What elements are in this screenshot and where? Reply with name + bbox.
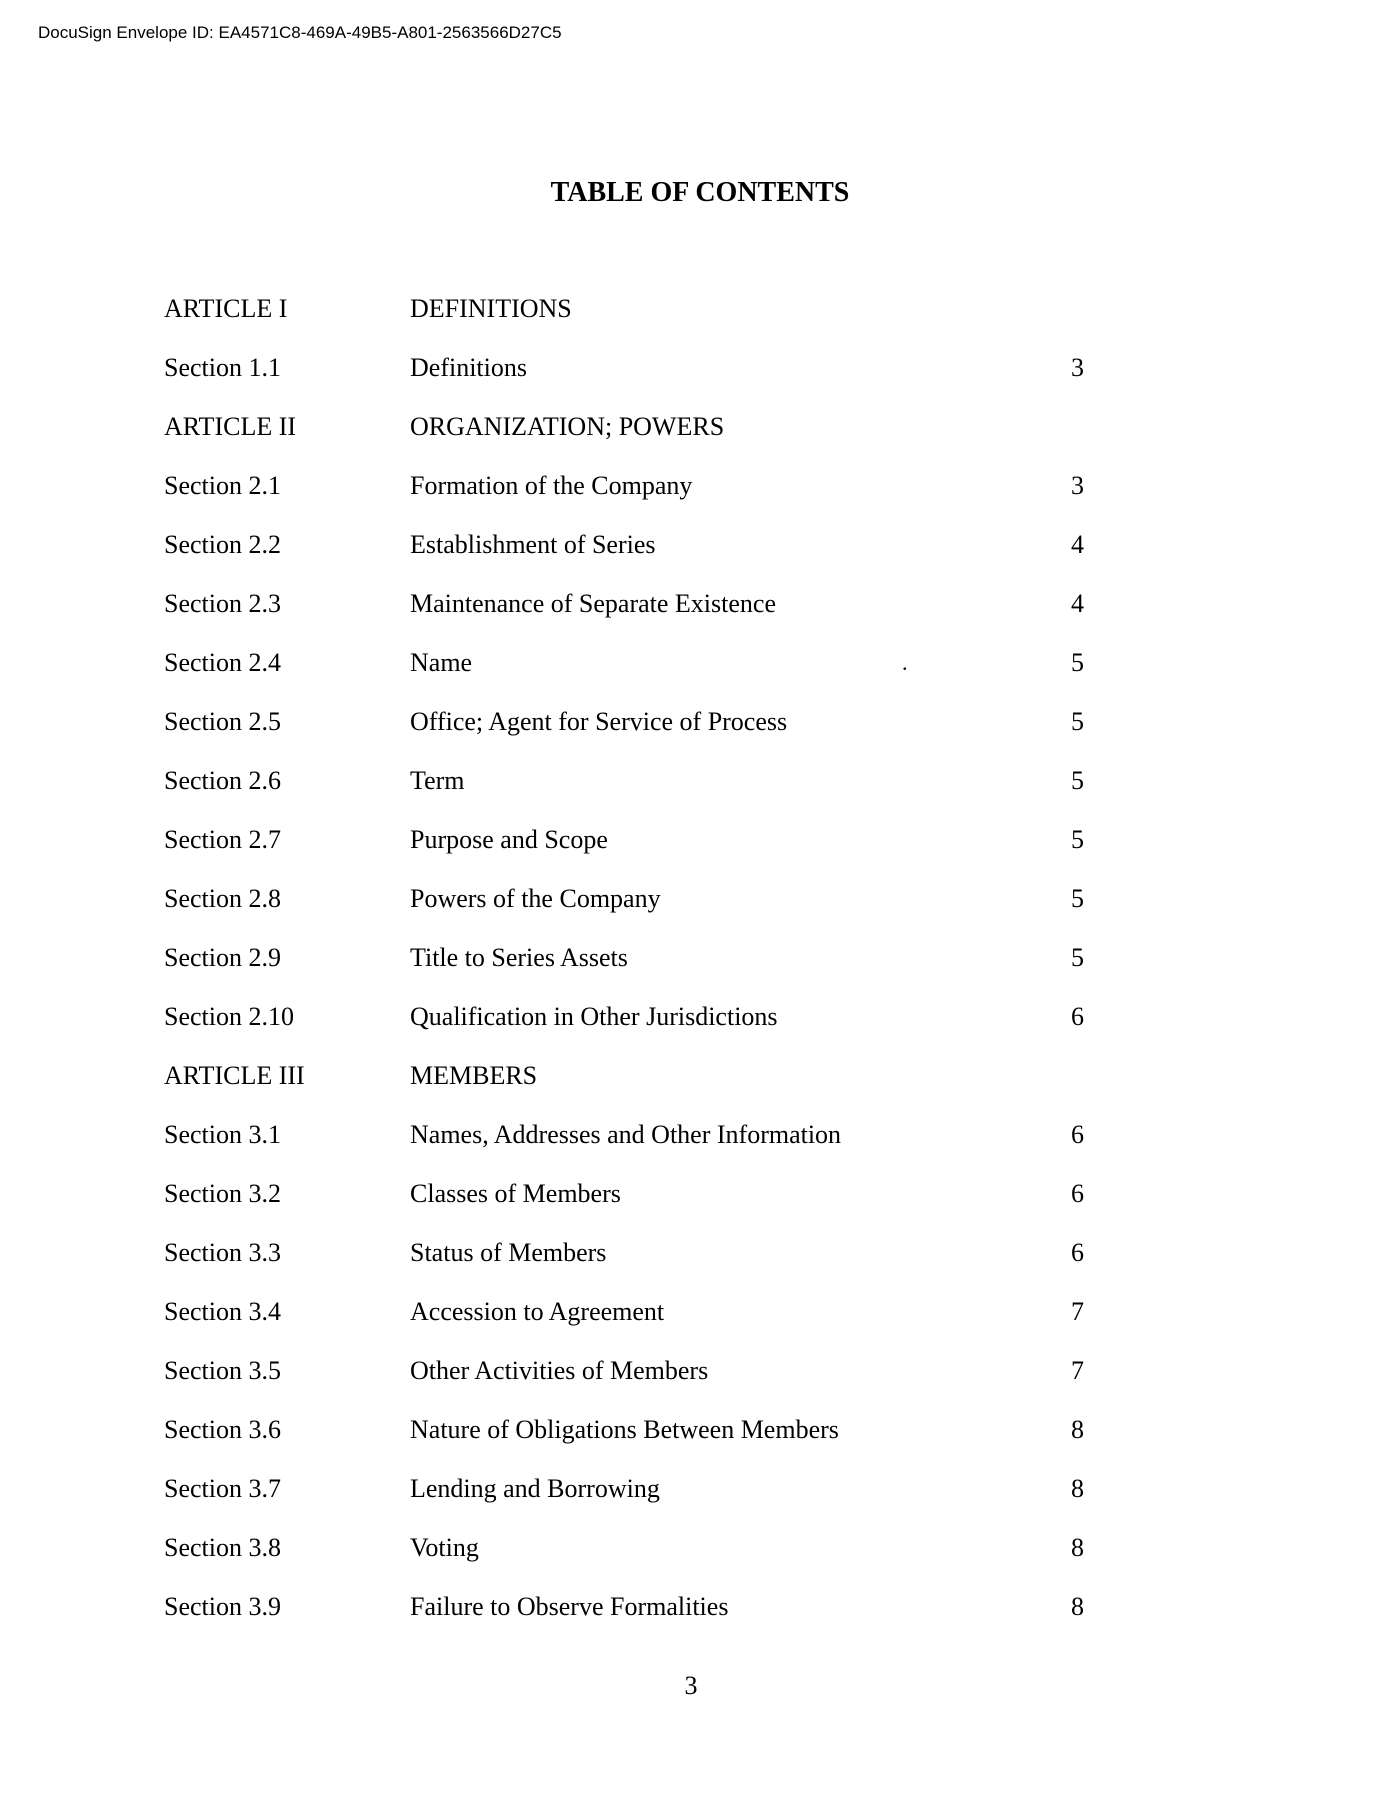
toc-entry	[164, 700, 1084, 759]
toc-entry-number: Section 3.2	[164, 1179, 281, 1208]
toc-entry-number: Section 3.1	[164, 1120, 281, 1149]
toc-entry-heading: Formation of the Company	[410, 471, 693, 500]
toc-entry	[164, 641, 1084, 700]
toc-entry-heading: Definitions	[410, 353, 527, 382]
toc-list	[164, 287, 1084, 1644]
toc-entry	[164, 1290, 1084, 1349]
toc-entry	[164, 1526, 1084, 1585]
stray-dot: .	[902, 650, 908, 675]
toc-entry-heading: Nature of Obligations Between Members	[410, 1415, 839, 1444]
toc-entry-number: Section 2.7	[164, 825, 281, 854]
toc-entry	[164, 936, 1084, 995]
toc-entry-heading: Names, Addresses and Other Information	[410, 1120, 842, 1149]
toc-entry-heading: Classes of Members	[410, 1179, 621, 1208]
toc-entry-number: Section 3.9	[164, 1592, 281, 1621]
toc-entry-number: Section 3.8	[164, 1533, 281, 1562]
toc-entry-number: Section 1.1	[164, 353, 281, 382]
toc-entry-number: Section 2.1	[164, 471, 281, 500]
toc-entry-number: ARTICLE III	[164, 1061, 305, 1090]
toc-entry-page: 6	[1071, 1120, 1084, 1149]
toc-entry	[164, 1113, 1084, 1172]
toc-entry-number: Section 3.5	[164, 1356, 281, 1385]
toc-entry-heading: Failure to Observe Formalities	[410, 1592, 729, 1621]
toc-entry-page: 5	[1071, 707, 1084, 736]
toc-entry-page: 7	[1071, 1356, 1084, 1385]
toc-entry-page: 6	[1071, 1238, 1084, 1267]
toc-entry	[164, 287, 1084, 346]
toc-entry-heading: Accession to Agreement	[410, 1297, 665, 1326]
toc-entry-number: Section 2.6	[164, 766, 281, 795]
toc-entry-page: 5	[1071, 884, 1084, 913]
toc-entry-page: 6	[1071, 1002, 1084, 1031]
toc-entry-heading: Voting	[410, 1533, 479, 1562]
toc-entry-heading: DEFINITIONS	[410, 294, 572, 323]
toc-entry-page: 6	[1071, 1179, 1084, 1208]
toc-entry	[164, 1408, 1084, 1467]
toc-entry	[164, 1467, 1084, 1526]
toc-entry	[164, 1172, 1084, 1231]
toc-entry-number: Section 2.8	[164, 884, 281, 913]
toc-entry-page: 8	[1071, 1533, 1084, 1562]
toc-entry-heading: Lending and Borrowing	[410, 1474, 660, 1503]
toc-entry	[164, 1349, 1084, 1408]
toc-entry	[164, 1585, 1084, 1644]
toc-entry-page: 4	[1071, 589, 1084, 618]
toc-entry-number: Section 2.2	[164, 530, 281, 559]
toc-entry-heading: Qualification in Other Jurisdictions	[410, 1002, 778, 1031]
toc-entry-heading: Powers of the Company	[410, 884, 661, 913]
toc-entry-heading: Other Activities of Members	[410, 1356, 709, 1385]
toc-entry-heading: Establishment of Series	[410, 530, 656, 559]
toc-entry	[164, 877, 1084, 936]
toc-entry	[164, 582, 1084, 641]
toc-entry-number: Section 2.10	[164, 1002, 294, 1031]
toc-entry-number: Section 2.5	[164, 707, 281, 736]
toc-entry-heading: ORGANIZATION; POWERS	[410, 412, 725, 441]
toc-entry-heading: Purpose and Scope	[410, 825, 608, 854]
toc-entry-page: 5	[1071, 825, 1084, 854]
toc-entry-number: ARTICLE I	[164, 294, 288, 323]
toc-entry	[164, 995, 1084, 1054]
toc-entry	[164, 818, 1084, 877]
toc-entry-number: Section 2.4	[164, 648, 281, 677]
toc-entry	[164, 1231, 1084, 1290]
toc-entry-number: Section 3.6	[164, 1415, 281, 1444]
toc-entry-number: Section 2.9	[164, 943, 281, 972]
toc-entry-number: ARTICLE II	[164, 412, 297, 441]
toc-entry-page: 7	[1071, 1297, 1084, 1326]
toc-entry-page: 4	[1071, 530, 1084, 559]
toc-entry-heading: Status of Members	[410, 1238, 607, 1267]
toc-entry	[164, 464, 1084, 523]
toc-entry-heading: Office; Agent for Service of Process	[410, 707, 788, 736]
toc-entry-page: 8	[1071, 1415, 1084, 1444]
toc-entry-page: 3	[1071, 353, 1084, 382]
toc-entry-heading: Term	[410, 766, 465, 795]
toc-entry	[164, 1054, 1084, 1113]
toc-entry-page: 5	[1071, 648, 1084, 677]
toc-entry-heading: Title to Series Assets	[410, 943, 628, 972]
toc-entry-heading: MEMBERS	[410, 1061, 538, 1090]
toc-entry-number: Section 3.4	[164, 1297, 281, 1326]
toc-entry-page: 5	[1071, 766, 1084, 795]
toc-entry	[164, 759, 1084, 818]
toc-entry-page: 8	[1071, 1592, 1084, 1621]
envelope-id: DocuSign Envelope ID: EA4571C8-469A-49B5-A801-2563566D27C5	[38, 23, 562, 42]
page-title: TABLE OF CONTENTS	[550, 177, 850, 208]
toc-entry-heading: Name	[410, 648, 473, 677]
toc-entry-number: Section 3.3	[164, 1238, 281, 1267]
toc-entry-number: Section 3.7	[164, 1474, 281, 1503]
toc-entry-page: 3	[1071, 471, 1084, 500]
page-number: 3	[684, 1671, 698, 1700]
toc-entry-page: 5	[1071, 943, 1084, 972]
toc-entry-number: Section 2.3	[164, 589, 281, 618]
toc-entry	[164, 523, 1084, 582]
toc-entry-heading: Maintenance of Separate Existence	[410, 589, 776, 618]
toc-entry	[164, 405, 1084, 464]
toc-entry	[164, 346, 1084, 405]
toc-entry-page: 8	[1071, 1474, 1084, 1503]
